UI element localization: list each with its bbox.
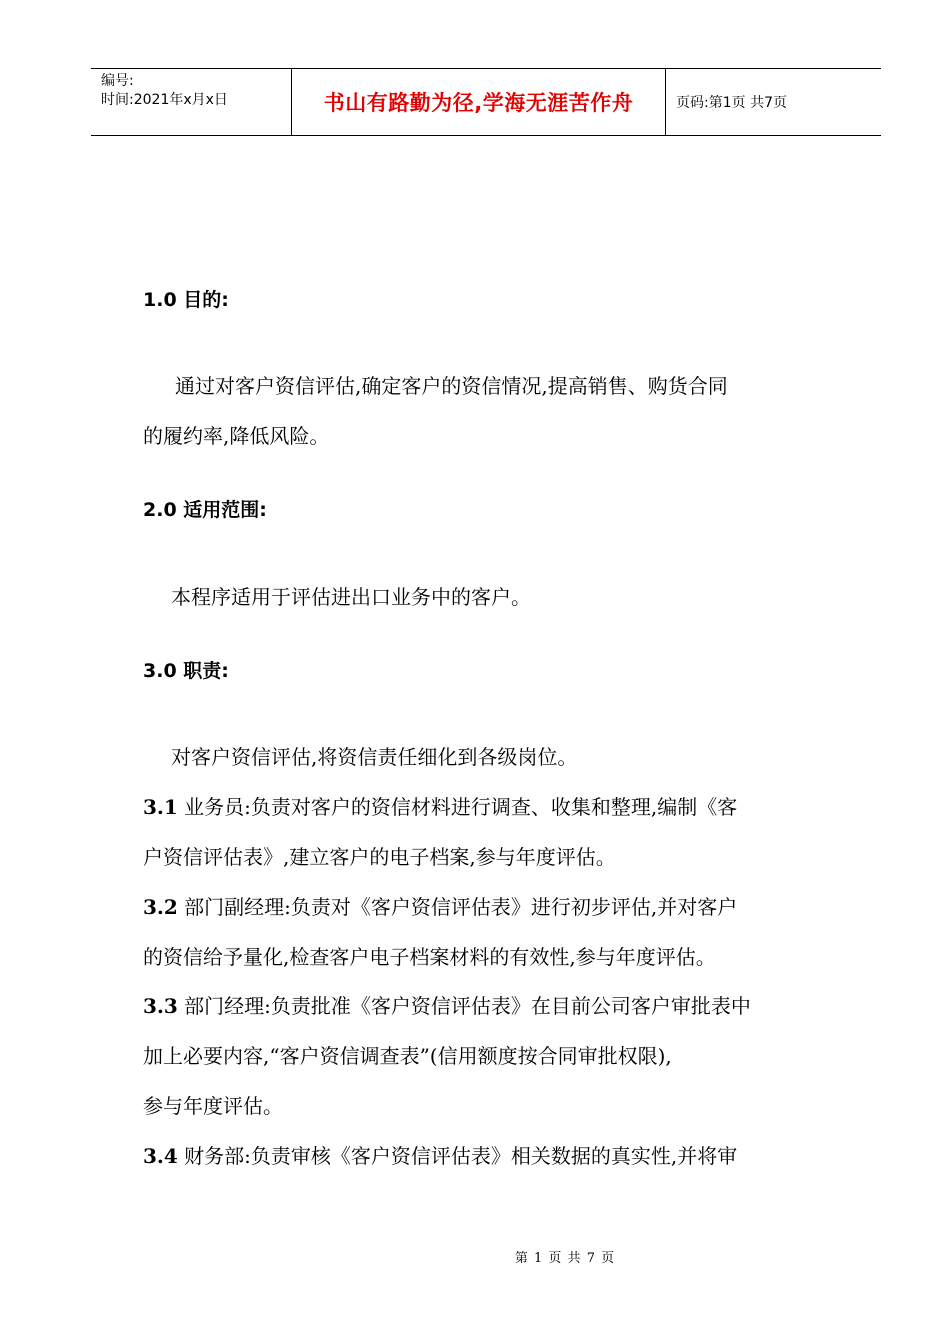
section-3-2-line-2: 的资信给予量化,检查客户电子档案材料的有效性,参与年度评估。 — [143, 945, 716, 969]
section-3-1-number: 3.1 — [143, 795, 178, 819]
section-2-text: 本程序适用于评估进出口业务中的客户。 — [171, 585, 531, 609]
page-footer: 第 1 页 共 7 页 — [514, 1251, 616, 1266]
section-3-4-line-1 — [143, 1131, 833, 1181]
section-3-text: 对客户资信评估,将资信责任细化到各级岗位。 — [171, 745, 578, 769]
section-1-text-1: 通过对客户资信评估,确定客户的资信情况,提高销售、购货合同 — [175, 374, 728, 398]
section-3-1-text-1: 业务员:负责对客户的资信材料进行调查、收集和整理,编制《客 — [177, 795, 738, 819]
section-3-3-line-2: 加上必要内容,“客户资信调查表”(信用额度按合同审批权限), — [143, 1044, 672, 1068]
document-code-label: 编号: — [101, 73, 134, 89]
section-3-2-number: 3.2 — [143, 895, 178, 919]
section-2-paragraph — [143, 572, 833, 622]
section-3-3-number: 3.3 — [143, 994, 178, 1018]
section-1-paragraph-line-1 — [143, 361, 833, 411]
section-3-2-text-1: 部门副经理:负责对《客户资信评估表》进行初步评估,并对客户 — [177, 895, 738, 919]
header-page-info: 页码:第1页 共7页 — [676, 95, 787, 111]
section-3-paragraph — [143, 732, 833, 782]
section-3-3-text-1: 部门经理:负责批准《客户资信评估表》在目前公司客户审批表中 — [177, 994, 751, 1018]
section-1-heading: 1.0 目的: — [143, 289, 229, 311]
section-3-3-line-3: 参与年度评估。 — [143, 1094, 283, 1118]
section-3-1-line-1 — [143, 782, 833, 832]
section-3-heading: 3.0 职责: — [143, 660, 229, 682]
page-header — [91, 68, 881, 136]
section-3-2-line-1 — [143, 882, 833, 932]
header-motto: 书山有路勤为径,学海无涯苦作舟 — [292, 69, 666, 135]
section-3-1-line-2: 户资信评估表》,建立客户的电子档案,参与年度评估。 — [143, 845, 616, 869]
section-1-paragraph-line-2: 的履约率,降低风险。 — [143, 424, 330, 448]
section-2-heading: 2.0 适用范围: — [143, 499, 267, 521]
section-3-3-line-1 — [143, 981, 833, 1031]
section-3-4-text-1: 财务部:负责审核《客户资信评估表》相关数据的真实性,并将审 — [177, 1144, 738, 1168]
section-3-4-number: 3.4 — [143, 1144, 178, 1168]
header-meta-cell — [91, 69, 292, 135]
document-time-label: 时间:2021年x月x日 — [101, 92, 228, 108]
